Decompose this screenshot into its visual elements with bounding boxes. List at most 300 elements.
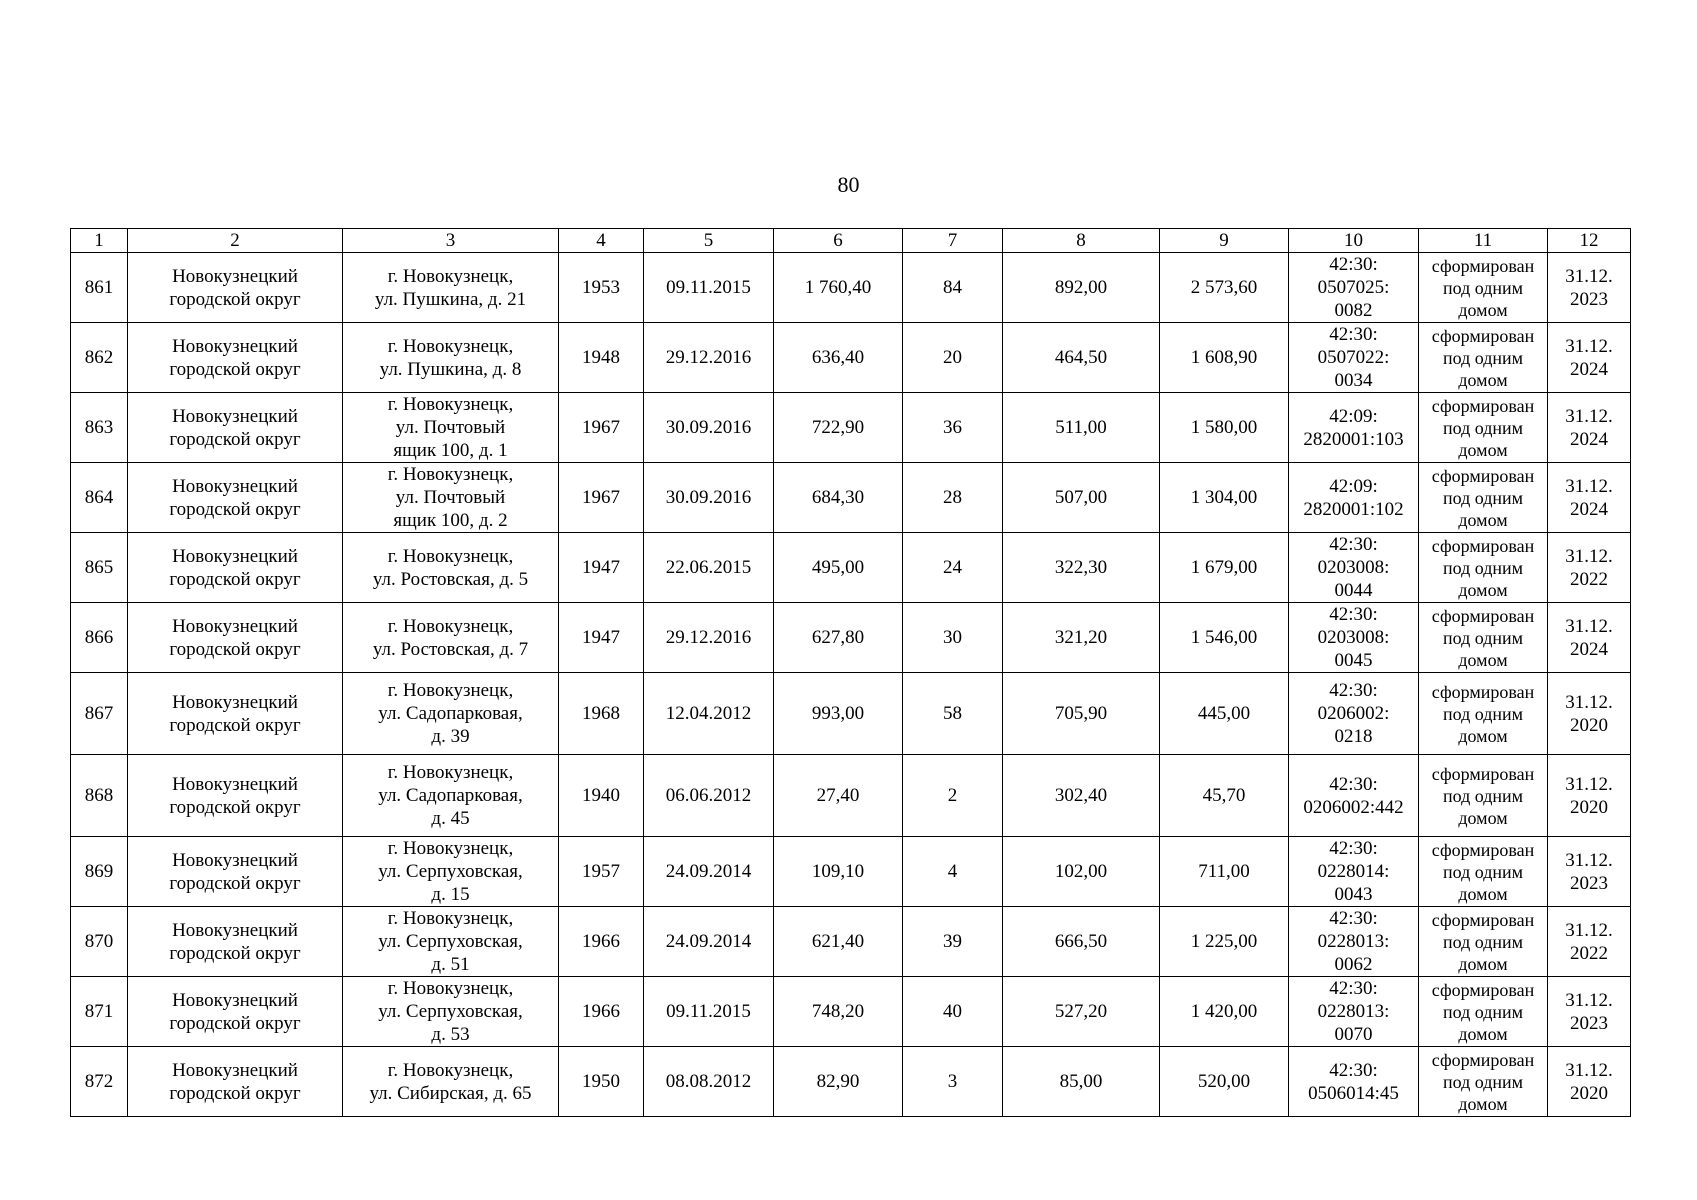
column-8-cell <box>1003 463 1160 533</box>
column-6-cell-text: 748,20 <box>811 1001 865 1022</box>
land-status-cell-text: сформирован под одним домом <box>1431 465 1535 530</box>
row-number-cell <box>71 253 128 323</box>
column-header-2: 2 <box>128 229 343 253</box>
column-8-cell-text: 464,50 <box>1054 347 1108 368</box>
column-8-cell <box>1003 837 1160 907</box>
column-9-cell-text: 2 573,60 <box>1190 277 1258 298</box>
column-7-cell-text: 58 <box>943 703 962 724</box>
address-cell <box>343 755 559 837</box>
date-cell-text: 06.06.2012 <box>665 785 752 806</box>
date-cell <box>644 837 774 907</box>
cadastral-number-cell <box>1289 907 1419 977</box>
district-cell-text: Новокузнецкий городской округ <box>169 849 301 894</box>
column-8-cell-text: 102,00 <box>1054 861 1108 882</box>
column-6-cell-text: 82,90 <box>816 1071 860 1092</box>
column-9-cell <box>1160 603 1289 673</box>
cadastral-number-cell-text: 42:30: 0507022: 0034 <box>1317 324 1390 391</box>
deadline-cell-text: 31.12. 2020 <box>1565 691 1613 736</box>
row-number-cell-text: 862 <box>84 347 114 368</box>
column-7-cell <box>903 393 1003 463</box>
land-status-cell-text: сформирован под одним домом <box>1431 681 1535 746</box>
district-cell <box>128 907 343 977</box>
year-built-cell-text: 1966 <box>582 1001 620 1022</box>
deadline-cell-text: 31.12. 2024 <box>1565 475 1613 520</box>
cadastral-number-cell <box>1289 837 1419 907</box>
district-cell-text: Новокузнецкий городской округ <box>169 773 301 818</box>
land-status-cell-text: сформирован под одним домом <box>1431 535 1535 600</box>
column-7-cell-text: 36 <box>943 417 962 438</box>
column-header-7: 7 <box>903 229 1003 253</box>
column-7-cell <box>903 837 1003 907</box>
district-cell <box>128 533 343 603</box>
column-9-cell <box>1160 673 1289 755</box>
address-cell <box>343 533 559 603</box>
deadline-cell-text: 31.12. 2020 <box>1565 773 1613 818</box>
column-7-cell-text: 40 <box>943 1001 962 1022</box>
land-status-cell-text: сформирован под одним домом <box>1431 763 1535 828</box>
row-number-cell-text: 861 <box>84 277 114 298</box>
year-built-cell <box>559 755 644 837</box>
column-8-cell-text: 302,40 <box>1054 785 1108 806</box>
table-body <box>71 253 1631 1117</box>
column-9-cell-text: 1 546,00 <box>1190 627 1258 648</box>
cadastral-number-cell <box>1289 533 1419 603</box>
column-7-cell <box>903 533 1003 603</box>
district-cell-text: Новокузнецкий городской округ <box>169 919 301 964</box>
column-7-cell-text: 2 <box>947 785 958 806</box>
table-row <box>71 837 1631 907</box>
year-built-cell-text: 1940 <box>582 785 620 806</box>
column-header-1: 1 <box>71 229 128 253</box>
column-7-cell <box>903 323 1003 393</box>
column-8-cell <box>1003 977 1160 1047</box>
column-6-cell <box>774 977 903 1047</box>
date-cell-text: 22.06.2015 <box>665 557 752 578</box>
cadastral-number-cell-text: 42:30: 0228014: 0043 <box>1317 838 1390 905</box>
column-header-9: 9 <box>1160 229 1289 253</box>
table-row <box>71 907 1631 977</box>
row-number-cell-text: 872 <box>84 1071 114 1092</box>
land-status-cell <box>1419 837 1548 907</box>
year-built-cell <box>559 393 644 463</box>
column-9-cell <box>1160 977 1289 1047</box>
table-row <box>71 323 1631 393</box>
row-number-cell-text: 863 <box>84 417 114 438</box>
row-number-cell <box>71 837 128 907</box>
date-cell-text: 29.12.2016 <box>665 347 752 368</box>
land-status-cell-text: сформирован под одним домом <box>1431 325 1535 390</box>
column-7-cell-text: 28 <box>943 487 962 508</box>
column-6-cell-text: 993,00 <box>811 703 865 724</box>
land-status-cell <box>1419 603 1548 673</box>
year-built-cell-text: 1948 <box>582 347 620 368</box>
column-9-cell <box>1160 393 1289 463</box>
year-built-cell <box>559 1047 644 1117</box>
address-cell <box>343 1047 559 1117</box>
column-6-cell <box>774 323 903 393</box>
district-cell <box>128 673 343 755</box>
district-cell-text: Новокузнецкий городской округ <box>169 1059 301 1104</box>
table-row <box>71 603 1631 673</box>
table-row <box>71 393 1631 463</box>
land-status-cell <box>1419 323 1548 393</box>
deadline-cell <box>1548 533 1631 603</box>
column-8-cell-text: 85,00 <box>1059 1071 1103 1092</box>
table-row <box>71 253 1631 323</box>
district-cell <box>128 755 343 837</box>
deadline-cell <box>1548 837 1631 907</box>
cadastral-number-cell-text: 42:30: 0203008: 0044 <box>1317 534 1390 601</box>
deadline-cell <box>1548 977 1631 1047</box>
date-cell <box>644 603 774 673</box>
address-cell <box>343 463 559 533</box>
cadastral-number-cell <box>1289 755 1419 837</box>
table-row <box>71 673 1631 755</box>
address-cell-text: г. Новокузнецк, ул. Садопарковая, д. 45 <box>378 762 523 829</box>
year-built-cell-text: 1966 <box>582 931 620 952</box>
cadastral-number-cell-text: 42:30: 0228013: 0062 <box>1317 908 1390 975</box>
date-cell <box>644 1047 774 1117</box>
year-built-cell <box>559 323 644 393</box>
column-9-cell-text: 1 304,00 <box>1190 487 1258 508</box>
column-7-cell <box>903 673 1003 755</box>
land-status-cell <box>1419 977 1548 1047</box>
date-cell-text: 09.11.2015 <box>666 1001 751 1022</box>
column-8-cell-text: 705,90 <box>1054 703 1108 724</box>
deadline-cell <box>1548 673 1631 755</box>
year-built-cell-text: 1947 <box>582 627 620 648</box>
column-7-cell-text: 4 <box>947 861 958 882</box>
column-header-8: 8 <box>1003 229 1160 253</box>
column-6-cell <box>774 463 903 533</box>
date-cell <box>644 907 774 977</box>
table-header <box>71 229 1631 253</box>
land-status-cell <box>1419 533 1548 603</box>
column-6-cell-text: 621,40 <box>811 931 865 952</box>
row-number-cell-text: 868 <box>84 785 114 806</box>
column-header-3: 3 <box>343 229 559 253</box>
column-number-row <box>71 229 1631 253</box>
column-7-cell <box>903 463 1003 533</box>
date-cell-text: 24.09.2014 <box>665 861 752 882</box>
date-cell <box>644 323 774 393</box>
district-cell <box>128 603 343 673</box>
address-cell-text: г. Новокузнецк, ул. Почтовый ящик 100, д. 1 <box>387 394 514 461</box>
address-cell-text: г. Новокузнецк, ул. Пушкина, д. 8 <box>379 335 522 380</box>
date-cell <box>644 253 774 323</box>
deadline-cell-text: 31.12. 2023 <box>1565 849 1613 894</box>
district-cell-text: Новокузнецкий городской округ <box>169 545 301 590</box>
row-number-cell-text: 869 <box>84 861 114 882</box>
column-header-5: 5 <box>644 229 774 253</box>
row-number-cell-text: 866 <box>84 627 114 648</box>
land-status-cell-text: сформирован под одним домом <box>1431 255 1535 320</box>
year-built-cell <box>559 673 644 755</box>
column-8-cell-text: 511,00 <box>1055 417 1107 438</box>
column-header-11: 11 <box>1419 229 1548 253</box>
column-9-cell-text: 1 420,00 <box>1190 1001 1258 1022</box>
column-8-cell-text: 507,00 <box>1054 487 1108 508</box>
cadastral-number-cell <box>1289 1047 1419 1117</box>
date-cell <box>644 755 774 837</box>
row-number-cell-text: 870 <box>84 931 114 952</box>
column-8-cell-text: 321,20 <box>1054 627 1108 648</box>
column-6-cell <box>774 393 903 463</box>
district-cell-text: Новокузнецкий городской округ <box>169 989 301 1034</box>
district-cell-text: Новокузнецкий городской округ <box>169 475 301 520</box>
deadline-cell <box>1548 603 1631 673</box>
row-number-cell-text: 867 <box>84 703 114 724</box>
column-7-cell-text: 39 <box>943 931 962 952</box>
address-cell-text: г. Новокузнецк, ул. Серпуховская, д. 15 <box>378 838 523 905</box>
column-7-cell <box>903 907 1003 977</box>
date-cell <box>644 977 774 1047</box>
land-status-cell <box>1419 1047 1548 1117</box>
district-cell <box>128 323 343 393</box>
column-9-cell-text: 445,00 <box>1197 703 1251 724</box>
column-9-cell-text: 1 679,00 <box>1190 557 1258 578</box>
page-number: 80 <box>837 172 860 197</box>
column-header-10: 10 <box>1289 229 1419 253</box>
year-built-cell <box>559 977 644 1047</box>
year-built-cell-text: 1967 <box>582 417 620 438</box>
deadline-cell <box>1548 393 1631 463</box>
column-9-cell <box>1160 533 1289 603</box>
column-9-cell <box>1160 323 1289 393</box>
cadastral-number-cell <box>1289 463 1419 533</box>
column-9-cell-text: 45,70 <box>1202 785 1246 806</box>
column-header-6: 6 <box>774 229 903 253</box>
column-6-cell-text: 636,40 <box>811 347 865 368</box>
year-built-cell <box>559 463 644 533</box>
district-cell-text: Новокузнецкий городской округ <box>169 405 301 450</box>
address-cell <box>343 673 559 755</box>
deadline-cell <box>1548 1047 1631 1117</box>
address-cell-text: г. Новокузнецк, ул. Сибирская, д. 65 <box>369 1059 532 1104</box>
row-number-cell <box>71 673 128 755</box>
column-8-cell <box>1003 673 1160 755</box>
year-built-cell <box>559 837 644 907</box>
column-9-cell <box>1160 907 1289 977</box>
column-8-cell <box>1003 393 1160 463</box>
land-status-cell <box>1419 253 1548 323</box>
address-cell-text: г. Новокузнецк, ул. Серпуховская, д. 53 <box>378 978 523 1045</box>
address-cell <box>343 323 559 393</box>
column-6-cell <box>774 603 903 673</box>
table-row <box>71 977 1631 1047</box>
cadastral-number-cell-text: 42:30: 0228013: 0070 <box>1317 978 1390 1045</box>
column-9-cell <box>1160 1047 1289 1117</box>
deadline-cell <box>1548 463 1631 533</box>
column-8-cell <box>1003 907 1160 977</box>
column-9-cell <box>1160 463 1289 533</box>
table-row <box>71 463 1631 533</box>
address-cell <box>343 603 559 673</box>
column-6-cell-text: 1 760,40 <box>804 277 872 298</box>
district-cell <box>128 393 343 463</box>
deadline-cell-text: 31.12. 2023 <box>1565 989 1613 1034</box>
row-number-cell <box>71 323 128 393</box>
date-cell-text: 29.12.2016 <box>665 627 752 648</box>
column-6-cell-text: 27,40 <box>816 785 860 806</box>
land-status-cell-text: сформирован под одним домом <box>1431 605 1535 670</box>
land-status-cell <box>1419 907 1548 977</box>
column-8-cell-text: 666,50 <box>1054 931 1108 952</box>
column-9-cell <box>1160 253 1289 323</box>
district-cell-text: Новокузнецкий городской округ <box>169 335 301 380</box>
column-7-cell-text: 3 <box>947 1071 958 1092</box>
district-cell <box>128 977 343 1047</box>
cadastral-number-cell-text: 42:30: 0507025: 0082 <box>1317 254 1390 321</box>
column-7-cell-text: 24 <box>943 557 962 578</box>
row-number-cell <box>71 907 128 977</box>
column-9-cell-text: 1 608,90 <box>1190 347 1258 368</box>
column-9-cell-text: 1 580,00 <box>1190 417 1258 438</box>
land-status-cell-text: сформирован под одним домом <box>1431 909 1535 974</box>
date-cell <box>644 463 774 533</box>
row-number-cell <box>71 977 128 1047</box>
date-cell-text: 30.09.2016 <box>665 417 752 438</box>
deadline-cell-text: 31.12. 2024 <box>1565 335 1613 380</box>
cadastral-number-cell <box>1289 603 1419 673</box>
year-built-cell <box>559 603 644 673</box>
column-6-cell <box>774 755 903 837</box>
address-cell-text: г. Новокузнецк, ул. Пушкина, д. 21 <box>374 265 527 310</box>
cadastral-number-cell <box>1289 977 1419 1047</box>
district-cell-text: Новокузнецкий городской округ <box>169 265 301 310</box>
row-number-cell <box>71 533 128 603</box>
date-cell-text: 12.04.2012 <box>665 703 752 724</box>
cadastral-number-cell-text: 42:09: 2820001:103 <box>1303 405 1404 450</box>
address-cell-text: г. Новокузнецк, ул. Ростовская, д. 5 <box>372 545 529 590</box>
address-cell <box>343 977 559 1047</box>
address-cell <box>343 393 559 463</box>
district-cell-text: Новокузнецкий городской округ <box>169 691 301 736</box>
row-number-cell-text: 871 <box>84 1001 114 1022</box>
column-6-cell <box>774 533 903 603</box>
row-number-cell-text: 864 <box>84 487 114 508</box>
year-built-cell-text: 1947 <box>582 557 620 578</box>
deadline-cell <box>1548 253 1631 323</box>
column-9-cell <box>1160 755 1289 837</box>
cadastral-number-cell-text: 42:30: 0206002: 0218 <box>1317 680 1390 747</box>
year-built-cell <box>559 533 644 603</box>
year-built-cell-text: 1967 <box>582 487 620 508</box>
date-cell <box>644 533 774 603</box>
column-7-cell <box>903 253 1003 323</box>
column-8-cell-text: 527,20 <box>1054 1001 1108 1022</box>
column-8-cell <box>1003 323 1160 393</box>
column-6-cell-text: 495,00 <box>811 557 865 578</box>
column-7-cell <box>903 977 1003 1047</box>
column-9-cell <box>1160 837 1289 907</box>
deadline-cell-text: 31.12. 2022 <box>1565 919 1613 964</box>
column-7-cell <box>903 1047 1003 1117</box>
column-6-cell-text: 627,80 <box>811 627 865 648</box>
column-6-cell <box>774 907 903 977</box>
cadastral-number-cell-text: 42:09: 2820001:102 <box>1303 475 1404 520</box>
column-6-cell-text: 722,90 <box>811 417 865 438</box>
column-9-cell-text: 1 225,00 <box>1190 931 1258 952</box>
district-cell-text: Новокузнецкий городской округ <box>169 615 301 660</box>
row-number-cell <box>71 1047 128 1117</box>
housing-registry-table <box>70 228 1631 1117</box>
address-cell <box>343 907 559 977</box>
land-status-cell-text: сформирован под одним домом <box>1431 395 1535 460</box>
land-status-cell-text: сформирован под одним домом <box>1431 839 1535 904</box>
land-status-cell-text: сформирован под одним домом <box>1431 979 1535 1044</box>
deadline-cell-text: 31.12. 2022 <box>1565 545 1613 590</box>
date-cell <box>644 673 774 755</box>
cadastral-number-cell-text: 42:30: 0506014:45 <box>1308 1059 1399 1104</box>
land-status-cell <box>1419 673 1548 755</box>
row-number-cell <box>71 463 128 533</box>
address-cell-text: г. Новокузнецк, ул. Серпуховская, д. 51 <box>378 908 523 975</box>
date-cell-text: 30.09.2016 <box>665 487 752 508</box>
cadastral-number-cell-text: 42:30: 0206002:442 <box>1303 773 1404 818</box>
cadastral-number-cell-text: 42:30: 0203008: 0045 <box>1317 604 1390 671</box>
date-cell-text: 08.08.2012 <box>665 1071 752 1092</box>
column-8-cell <box>1003 755 1160 837</box>
column-8-cell-text: 322,30 <box>1054 557 1108 578</box>
column-header-4: 4 <box>559 229 644 253</box>
column-7-cell-text: 30 <box>943 627 962 648</box>
column-6-cell <box>774 1047 903 1117</box>
row-number-cell <box>71 393 128 463</box>
land-status-cell-text: сформирован под одним домом <box>1431 1049 1535 1114</box>
column-header-12: 12 <box>1548 229 1631 253</box>
deadline-cell <box>1548 323 1631 393</box>
address-cell-text: г. Новокузнецк, ул. Садопарковая, д. 39 <box>378 680 523 747</box>
column-7-cell-text: 84 <box>943 277 962 298</box>
district-cell <box>128 253 343 323</box>
column-9-cell-text: 520,00 <box>1197 1071 1251 1092</box>
table-row <box>71 1047 1631 1117</box>
year-built-cell <box>559 907 644 977</box>
year-built-cell-text: 1968 <box>582 703 620 724</box>
date-cell-text: 09.11.2015 <box>666 277 751 298</box>
column-6-cell-text: 109,10 <box>811 861 865 882</box>
deadline-cell-text: 31.12. 2023 <box>1565 265 1613 310</box>
land-status-cell <box>1419 755 1548 837</box>
year-built-cell <box>559 253 644 323</box>
deadline-cell <box>1548 907 1631 977</box>
year-built-cell-text: 1950 <box>582 1071 620 1092</box>
column-8-cell <box>1003 1047 1160 1117</box>
district-cell <box>128 463 343 533</box>
row-number-cell <box>71 755 128 837</box>
column-8-cell <box>1003 533 1160 603</box>
address-cell <box>343 253 559 323</box>
address-cell-text: г. Новокузнецк, ул. Почтовый ящик 100, д. 2 <box>387 464 514 531</box>
column-6-cell <box>774 673 903 755</box>
column-8-cell-text: 892,00 <box>1054 277 1108 298</box>
land-status-cell <box>1419 393 1548 463</box>
district-cell <box>128 837 343 907</box>
table-row <box>71 755 1631 837</box>
column-8-cell <box>1003 603 1160 673</box>
cadastral-number-cell <box>1289 323 1419 393</box>
year-built-cell-text: 1957 <box>582 861 620 882</box>
district-cell <box>128 1047 343 1117</box>
date-cell <box>644 393 774 463</box>
year-built-cell-text: 1953 <box>582 277 620 298</box>
deadline-cell <box>1548 755 1631 837</box>
column-6-cell <box>774 837 903 907</box>
date-cell-text: 24.09.2014 <box>665 931 752 952</box>
column-6-cell-text: 684,30 <box>811 487 865 508</box>
land-status-cell <box>1419 463 1548 533</box>
